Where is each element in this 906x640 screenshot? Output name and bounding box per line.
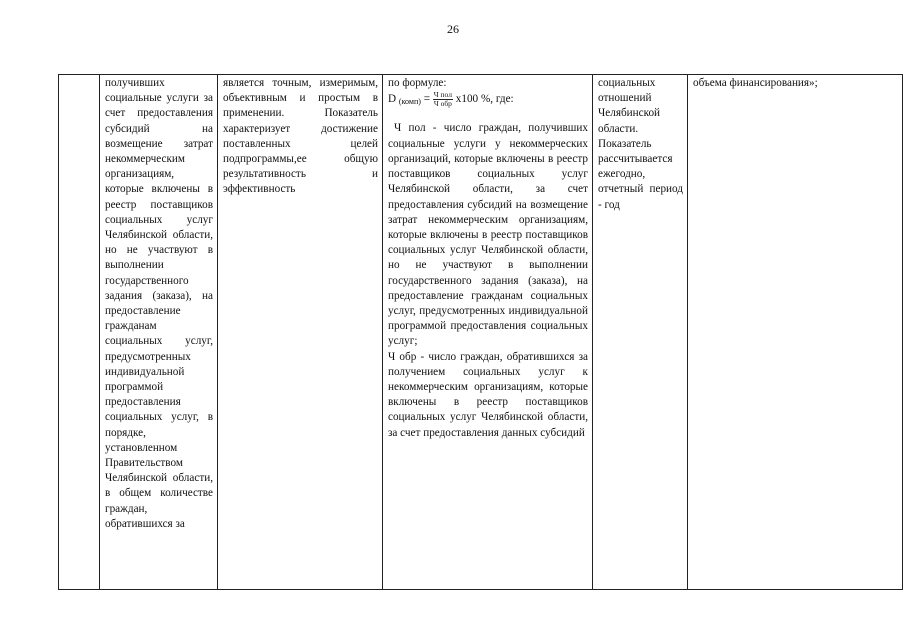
page-number: 26: [447, 22, 459, 36]
table-cell-responsible: социальных отношений Челябинской области. Показатель рассчитывается ежегодно, отчетный период - год: [593, 75, 688, 590]
table-row: [59, 75, 903, 590]
definition-ch-obr: Ч обр - число граждан, обратившихся за получением социальных услуг к некоммерческим организациям, которые включены в реестр поставщиков социальных услуг Челябинской области, за счет предоставления данных субсидий: [388, 350, 588, 439]
table-cell-indicator-name: получивших социальные услуги за счет предоставления субсидий на возмещение затрат некоммерческим организациям, которые включены в реестр поставщиков социальных услуг Челябинской области, но не участвуют в выполнении государственного задания (заказа), на предоставление гражданам социальных услуг, предусмотренных индивидуальной программой предоставления социальных услуг, в порядке, установленном Правительством Челябинской области, в общем количестве граждан, обратившихся за: [100, 75, 218, 590]
definition-ch-pol: Ч пол - число граждан, получивших социальные услуги у некоммерческих организаций, которые включены в реестр поставщиков социальных услуг Челябинской области, за счет предоставления субсидий на возмещение затрат некоммерческим организациям, которые включены в реестр поставщиков социальных услуг Челябинской области, но не участвуют в выполнении государственного задания (заказа), на предоставление гражданам социальных услуг, предусмотренных индивидуальной программой предоставления социальных услуг;: [388, 122, 588, 348]
table-cell-calculation-method: [383, 75, 593, 590]
formula-intro: по формуле:: [388, 77, 447, 89]
table-cell-number: [59, 75, 100, 590]
formula-lhs: D: [388, 93, 397, 106]
indicator-table: [58, 74, 903, 590]
fraction-numerator: Ч пол: [433, 90, 452, 100]
formula-fraction: [433, 91, 453, 108]
formula: [388, 76, 588, 109]
formula-lhs-subscript: (комп): [398, 97, 421, 107]
table-cell-note: объема финансирования»;: [688, 75, 903, 590]
table-cell-justification: является точным, измеримым, объективным и простым в применении. Показатель характеризует достижение поставленных целей подпрограммы,ее общую результативность и эффективность: [218, 75, 383, 590]
formula-equals: =: [423, 93, 430, 106]
formula-rhs: x100 %, где:: [455, 93, 514, 106]
fraction-denominator: Ч обр: [433, 99, 452, 109]
